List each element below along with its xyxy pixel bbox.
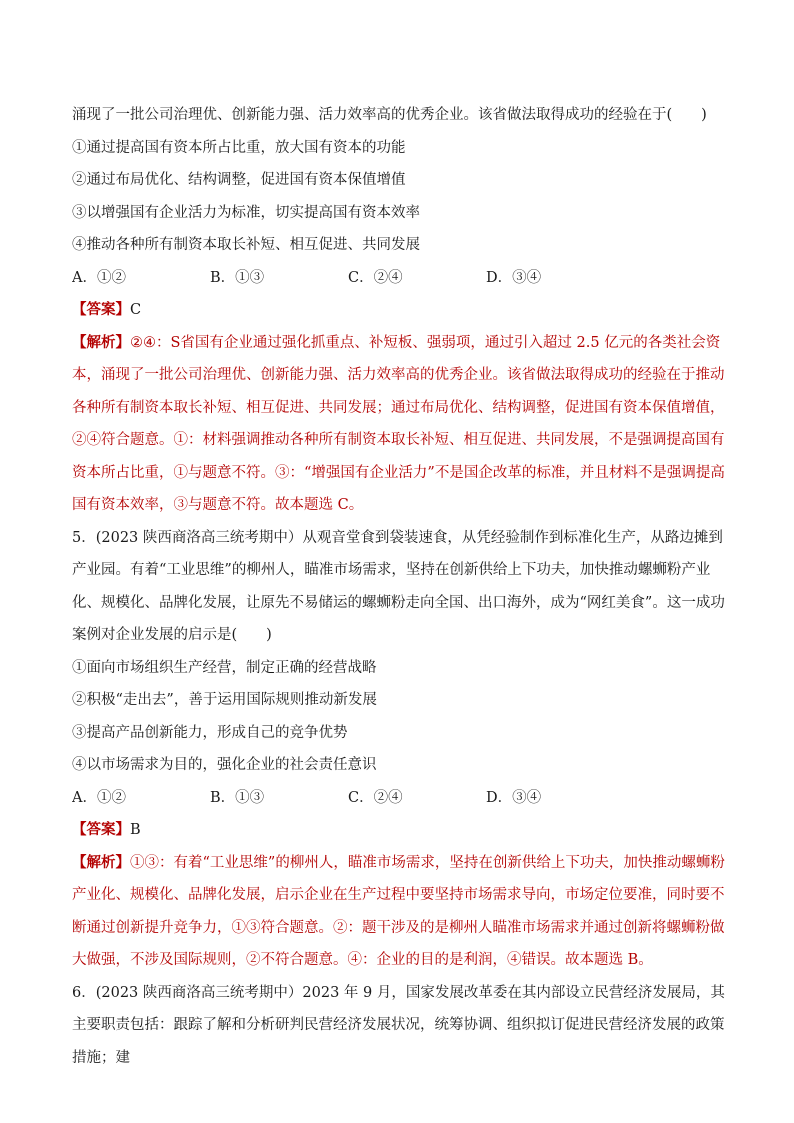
q4-stem-tail: 涌现了一批公司治理优、创新能力强、活力效率高的优秀企业。该省做法取得成功的经验在于( ) <box>72 107 707 123</box>
q5-answer-value: B <box>130 822 141 838</box>
q6-stem: 6．(2023 陕西商洛高三统考期中）2023 年 9 月，国家发展改革委在其内部设立民营经济发展局，其主要职责包括：跟踪了解和分析研判民营经济发展状况，统筹协调、组织拟订促进民营经济发展的政策措施；建 <box>72 984 725 1066</box>
q4-option-c: C．②④ <box>348 269 403 286</box>
q4-option-a: A．①② <box>72 269 126 286</box>
q5-analysis-tag: 【解析】 <box>72 853 130 871</box>
q5-option-d: D．③④ <box>486 789 542 806</box>
q5-stem: 5．(2023 陕西商洛高三统考期中）从观音堂食到袋装速食，从凭经验制作到标准化生产，从路边摊到产业园。有着“工业思维”的柳州人，瞄准市场需求，坚持在创新供给上下功夫，加快推动螺蛳粉产业化、规模化、品牌化发展，让原先不易储运的螺蛳粉走向全国、出口海外，成为“网红美食”。这一成功案例对企业发展的启示是( ) <box>72 529 725 643</box>
q5-option-c: C．②④ <box>348 789 403 806</box>
q4-option-b: B．①③ <box>210 269 265 286</box>
q4-answer-value: C <box>130 302 142 318</box>
q5-item-2: ②积极“走出去”，善于运用国际规则推动新发展 <box>72 692 377 708</box>
q5-analysis <box>72 847 732 977</box>
q4-item-1: ①通过提高国有资本所占比重，放大国有资本的功能 <box>72 139 406 156</box>
q4-options <box>72 262 732 295</box>
q4-answer <box>72 294 732 327</box>
q5-item-4: ④以市场需求为目的，强化企业的社会责任意识 <box>72 757 377 773</box>
q5-options <box>72 782 732 815</box>
q5-answer <box>72 814 732 847</box>
document-content <box>72 99 732 1074</box>
q5-option-a: A．①② <box>72 789 126 806</box>
q4-item-2: ②通过布局优化、结构调整，促进国有资本保值增值 <box>72 172 406 188</box>
q5-option-b: B．①③ <box>210 789 265 806</box>
q4-answer-tag: 【答案】 <box>72 301 130 318</box>
q4-analysis-text: ②④：S省国有企业通过强化抓重点、补短板、强弱项，通过引入超过 2.5 亿元的各类社会资本，涌现了一批公司治理优、创新能力强、活力效率高的优秀企业。该省做法取得成功的经验在于推动各种所有制资本取长补短、相互促进、共同发展；通过布局优化、结构调整，促进国有资本保值增值，②④符合题意。①：材料强调推动各种所有制资本取长补短、相互促进、共同发展，不是强调提高国有资本所占比重，①与题意不符。③：“增强国有企业活力”不是国企改革的标准，并且材料不是强调提高国有资本效率，③与题意不符。故本题选 C。 <box>72 334 725 513</box>
q4-analysis-tag: 【解析】 <box>72 333 130 351</box>
q5-item-3: ③提高产品创新能力，形成自己的竞争优势 <box>72 724 348 741</box>
q4-item-4: ④推动各种所有制资本取长补短、相互促进、共同发展 <box>72 237 420 253</box>
q4-option-d: D．③④ <box>486 269 542 286</box>
q5-answer-tag: 【答案】 <box>72 821 130 838</box>
q4-analysis <box>72 327 732 522</box>
q4-item-3: ③以增强国有企业活力为标准，切实提高国有资本效率 <box>72 204 420 221</box>
q5-analysis-text: ①③：有着“工业思维”的柳州人，瞄准市场需求，坚持在创新供给上下功夫，加快推动螺蛳粉产业化、规模化、品牌化发展，启示企业在生产过程中要坚持市场需求导向，市场定位要准，同时要不断通过创新提升竞争力，①③符合题意。②：题干涉及的是柳州人瞄准市场需求并通过创新将螺蛳粉做大做强，不涉及国际规则，②不符合题意。④：企业的目的是利润，④错误。故本题选 B。 <box>72 854 725 968</box>
q5-item-1: ①面向市场组织生产经营，制定正确的经营战略 <box>72 659 377 676</box>
